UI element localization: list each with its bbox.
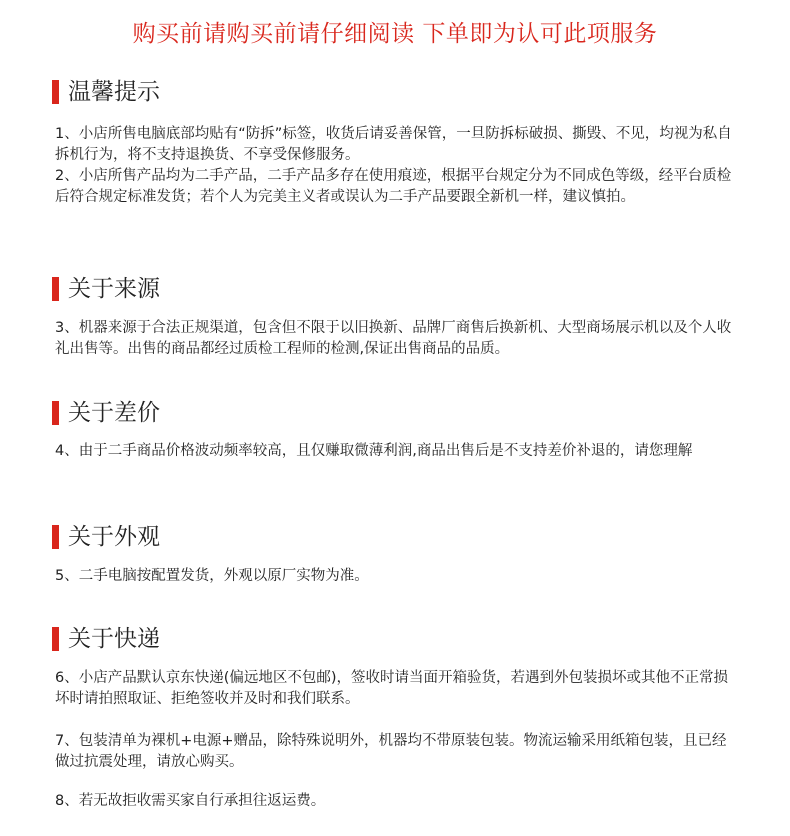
section-title: 关于外观 xyxy=(68,524,160,550)
paragraph: 7、包装清单为裸机+电源+赠品，除特殊说明外，机器均不带原装包装。物流运输采用纸箱包装，且已经做过抗震处理，请放心购买。 xyxy=(55,733,727,770)
paragraph: 2、小店所售产品均为二手产品，二手产品多存在使用痕迹，根据平台规定分为不同成色等级，经平台质检后符合规定标准发货；若个人为完美主义者或误认为二手产品要跟全新机一样，建议慎拍。 xyxy=(55,168,732,205)
section-title: 关于来源 xyxy=(68,276,160,302)
section-title: 温馨提示 xyxy=(68,79,160,105)
paragraph: 4、由于二手商品价格波动频率较高，且仅赚取微薄利润,商品出售后是不支持差价补退的，请您理解 xyxy=(55,443,693,459)
heading-accent-bar xyxy=(52,627,59,651)
heading-accent-bar xyxy=(52,277,59,301)
heading-accent-bar xyxy=(52,401,59,425)
heading-accent-bar xyxy=(52,80,59,104)
section-title: 关于快递 xyxy=(68,626,160,652)
paragraph: 8、若无故拒收需买家自行承担往返运费。 xyxy=(55,793,326,809)
paragraph: 6、小店产品默认京东快递(偏远地区不包邮)，签收时请当面开箱验货，若遇到外包装损坏或其他不正常损坏时请拍照取证、拒绝签收并及时和我们联系。 xyxy=(55,670,729,707)
section-heading-delivery xyxy=(52,624,160,654)
page-banner: 购买前请购买前请仔细阅读 下单即为认可此项服务 xyxy=(132,21,658,47)
section-heading-tips xyxy=(52,77,160,107)
section-title: 关于差价 xyxy=(68,400,160,426)
heading-accent-bar xyxy=(52,525,59,549)
section-heading-appearance xyxy=(52,522,160,552)
paragraph: 1、小店所售电脑底部均贴有“防拆”标签，收货后请妥善保管，一旦防拆标破损、撕毁、不见，均视为私自拆机行为，将不支持退换货、不享受保修服务。 xyxy=(55,126,732,163)
section-heading-price-difference xyxy=(52,398,160,428)
section-heading-source xyxy=(52,274,160,304)
paragraph: 5、二手电脑按配置发货，外观以原厂实物为准。 xyxy=(55,568,369,584)
paragraph: 3、机器来源于合法正规渠道，包含但不限于以旧换新、品牌厂商售后换新机、大型商场展示机以及个人收礼出售等。出售的商品都经过质检工程师的检测,保证出售商品的品质。 xyxy=(55,320,732,357)
